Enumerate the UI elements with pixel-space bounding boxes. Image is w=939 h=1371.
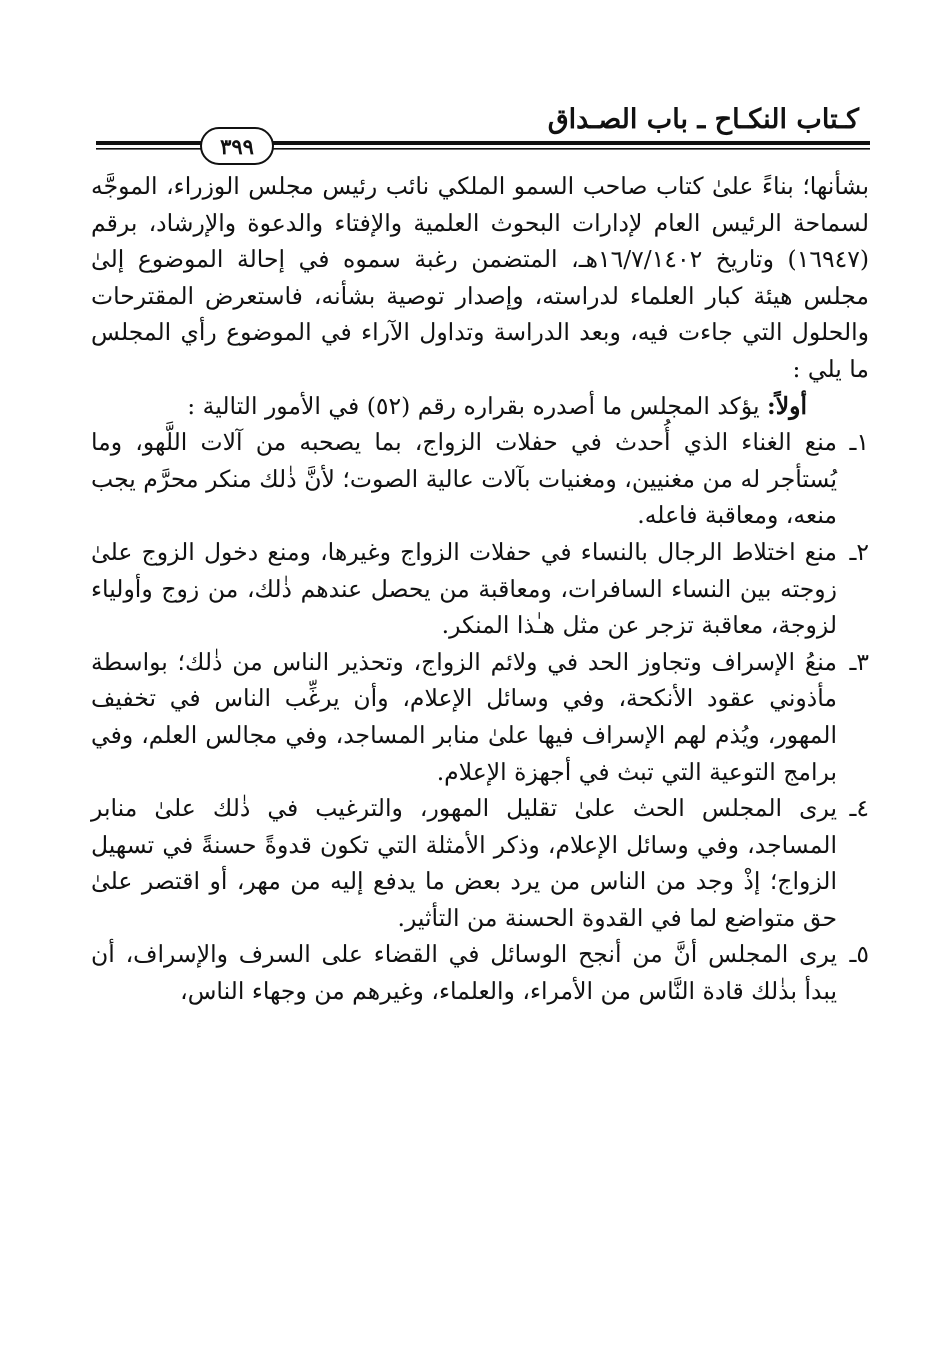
- list-item: [91, 936, 869, 1009]
- list-item-text: منع الغناء الذي أُحدث في حفلات الزواج، بما يصحبه من آلات اللَّهو، وما يُستأجر له من مغنيين، ومغنيات بآلات عالية الصوت؛ لأنَّ ذٰلك منكر محرَّم يجب منعه، ومعاقبة فاعله.: [91, 428, 837, 530]
- list-item: [91, 790, 869, 936]
- list-item: [91, 424, 869, 534]
- list-item-number: ٢ـ: [849, 537, 869, 566]
- list-item-text: منع اختلاط الرجال بالنساء في حفلات الزواج وغيرها، ومنع دخول الزوج علىٰ زوجته بين النساء السافرات، ومعاقبة من يحصل عندهم ذٰلك، من زوج وأولياء لزوجة، معاقبة تزجر عن مثل هـٰذا المنكر.: [91, 537, 837, 640]
- running-title: كـتاب النكـاح ـ باب الصـداق: [547, 104, 859, 135]
- list-item-number: ١ـ: [849, 428, 869, 457]
- page-number: ٣٩٩: [200, 127, 274, 165]
- list-item-number: ٤ـ: [849, 794, 869, 823]
- list-item-number: ٣ـ: [849, 647, 869, 676]
- list-item-number: ٥ـ: [849, 940, 869, 969]
- paragraph-1: بشأنها؛ بناءً علىٰ كتاب صاحب السمو الملكي نائب رئيس مجلس الوزراء، الموجَّه لسماحة الرئيس العام لإدارات البحوث العلمية والإفتاء والدعوة والإرشاد، برقم (١٦٩٤٧) وتاريخ ١٦/٧/١٤٠٢هـ، المتضمن رغبة سموه في إحالة الموضوع إلىٰ مجلس هيئة كبار العلماء لدراسته، وإصدار توصية بشأنه، فاستعرض المقترحات والحلول التي جاءت فيه، وبعد الدراسة وتداول الآراء في الموضوع رأي المجلس ما يلي :: [91, 172, 869, 383]
- firstly-label: أولاً:: [767, 391, 807, 420]
- list-item: [91, 534, 869, 644]
- firstly-text: يؤكد المجلس ما أصدره بقراره رقم (٥٢) في الأمور التالية :: [187, 391, 768, 420]
- list-item: [91, 644, 869, 790]
- list-item-text: منعُ الإسراف وتجاوز الحد في ولائم الزواج، وتحذير الناس من ذٰلك؛ بواسطة مأذوني عقود الأنكحة، وفي وسائل الإعلام، وأن يرغِّب الناس في تخفيف المهور، ويُذم لهم الإسراف فيها علىٰ منابر المساجد، وفي مجالس العلم، وفي برامج التوعية التي تبث في أجهزة الإعلام.: [91, 647, 837, 786]
- firstly-paragraph: [91, 388, 869, 425]
- list-item-text: يرى المجلس أنَّ من أنجح الوسائل في القضاء على السرف والإسراف، أن يبدأ بذٰلك قادة النَّاس من الأمراء، والعلماء، وغيرهم من وجهاء الناس،: [91, 940, 837, 1006]
- body-text: [91, 168, 869, 1010]
- list-item-text: يرى المجلس الحث علىٰ تقليل المهور، والترغيب في ذٰلك علىٰ منابر المساجد، وفي وسائل الإعلام، وذكر الأمثلة التي تكون قدوةً حسنةً في تسهيل الزواج؛ إذْ وجد من الناس من يرد بعض ما يدفع إليه من مهر، أو اقتصر علىٰ حق متواضع لما في القدوة الحسنة من التأثير.: [91, 794, 837, 932]
